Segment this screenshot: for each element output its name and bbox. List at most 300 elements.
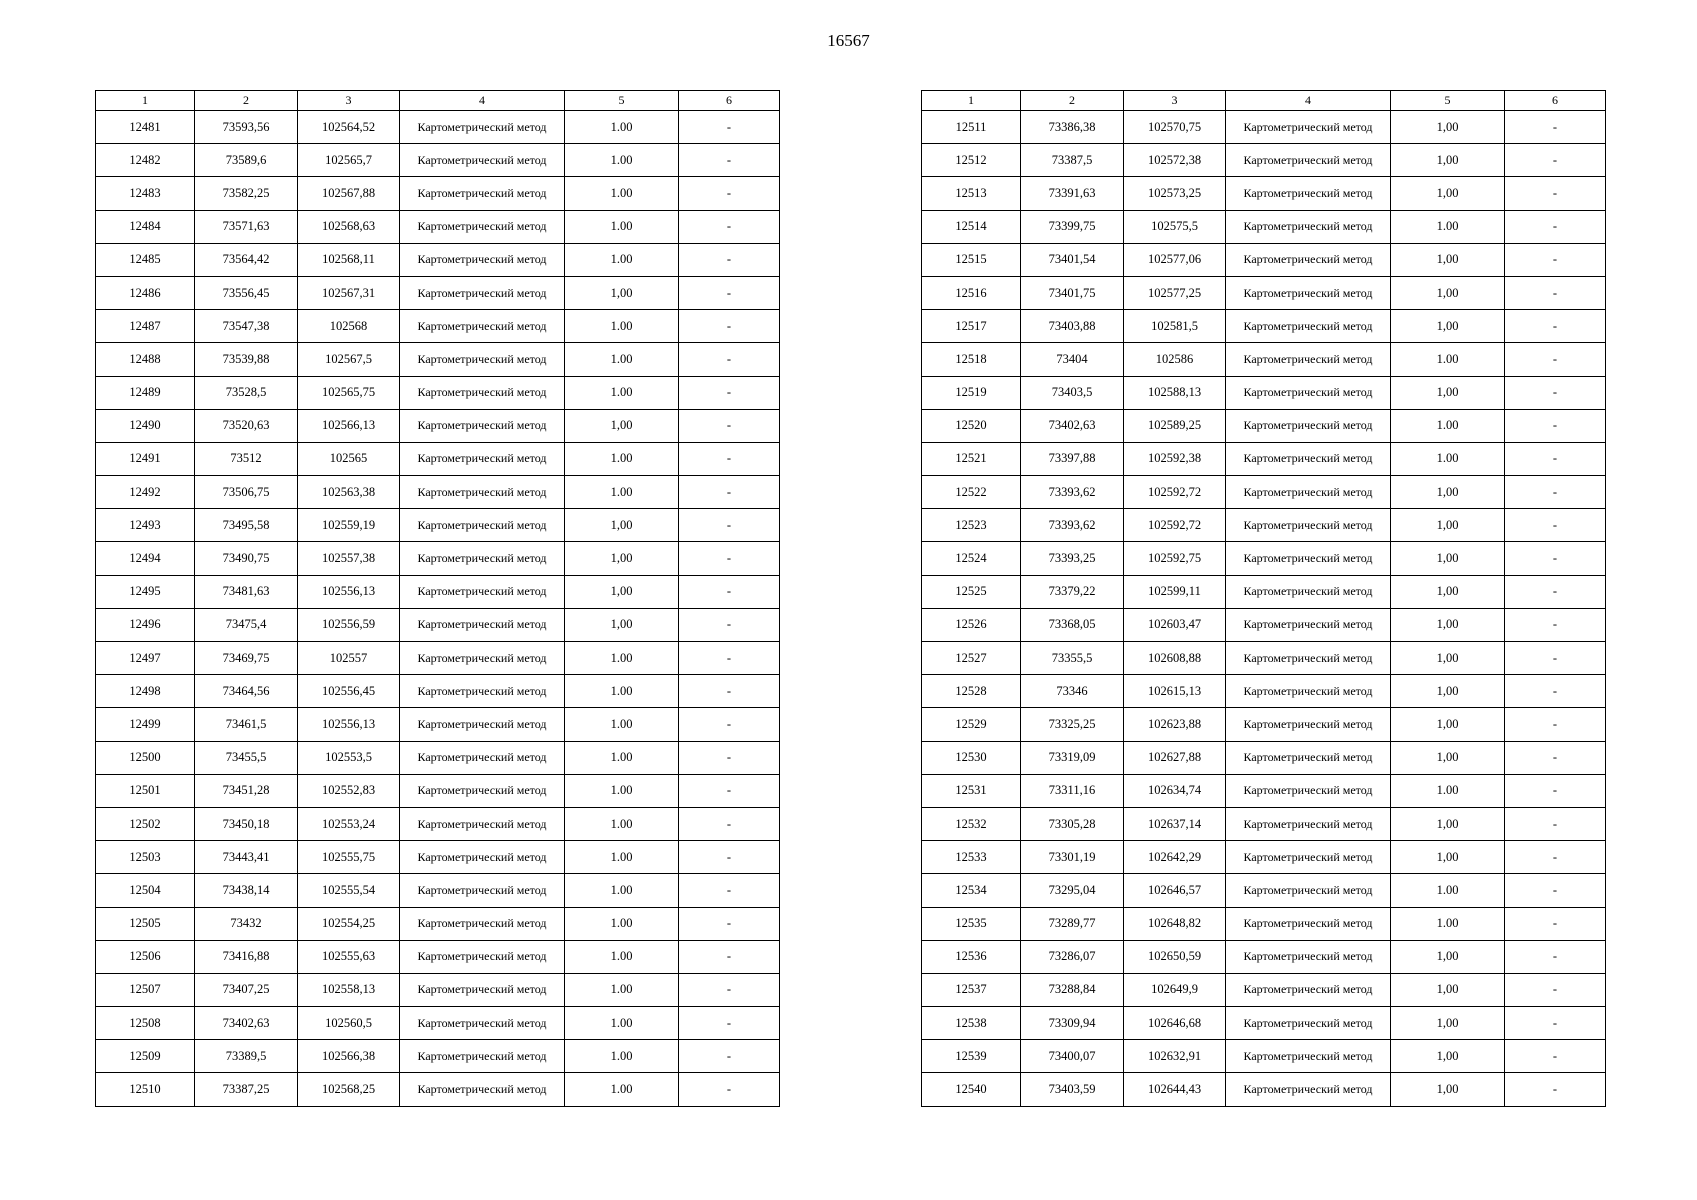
accuracy-cell: 1.00 (565, 973, 679, 1006)
y-coordinate-cell: 102599,11 (1124, 575, 1226, 608)
method-cell: Картометрический метод (400, 608, 565, 641)
column-header: 1 (96, 91, 195, 111)
y-coordinate-cell: 102565,7 (298, 144, 400, 177)
method-cell: Картометрический метод (400, 177, 565, 210)
description-cell: - (679, 708, 780, 741)
y-coordinate-cell: 102556,13 (298, 708, 400, 741)
point-number-cell: 12507 (96, 973, 195, 1006)
method-cell: Картометрический метод (1226, 841, 1391, 874)
accuracy-cell: 1,00 (1391, 509, 1505, 542)
x-coordinate-cell: 73582,25 (195, 177, 298, 210)
x-coordinate-cell: 73389,5 (195, 1040, 298, 1073)
method-cell: Картометрический метод (400, 774, 565, 807)
table-row (922, 608, 1606, 641)
y-coordinate-cell: 102565,75 (298, 376, 400, 409)
point-number-cell: 12487 (96, 310, 195, 343)
table-row (922, 675, 1606, 708)
x-coordinate-cell: 73401,75 (1021, 276, 1124, 309)
y-coordinate-cell: 102556,59 (298, 608, 400, 641)
accuracy-cell: 1,00 (1391, 940, 1505, 973)
x-coordinate-cell: 73311,16 (1021, 774, 1124, 807)
description-cell: - (679, 111, 780, 144)
x-coordinate-cell: 73387,25 (195, 1073, 298, 1106)
y-coordinate-cell: 102552,83 (298, 774, 400, 807)
method-cell: Картометрический метод (1226, 343, 1391, 376)
accuracy-cell: 1,00 (565, 542, 679, 575)
y-coordinate-cell: 102646,68 (1124, 1007, 1226, 1040)
point-number-cell: 12506 (96, 940, 195, 973)
x-coordinate-cell: 73400,07 (1021, 1040, 1124, 1073)
method-cell: Картометрический метод (400, 642, 565, 675)
point-number-cell: 12538 (922, 1007, 1021, 1040)
table-row (922, 343, 1606, 376)
description-cell: - (1505, 144, 1606, 177)
table-row (922, 376, 1606, 409)
y-coordinate-cell: 102646,57 (1124, 874, 1226, 907)
accuracy-cell: 1.00 (1391, 409, 1505, 442)
x-coordinate-cell: 73319,09 (1021, 741, 1124, 774)
table-row (96, 774, 780, 807)
description-cell: - (1505, 1007, 1606, 1040)
point-number-cell: 12486 (96, 276, 195, 309)
x-coordinate-cell: 73393,62 (1021, 509, 1124, 542)
method-cell: Картометрический метод (1226, 741, 1391, 774)
description-cell: - (679, 807, 780, 840)
point-number-cell: 12488 (96, 343, 195, 376)
method-cell: Картометрический метод (400, 144, 565, 177)
y-coordinate-cell: 102556,13 (298, 575, 400, 608)
description-cell: - (679, 144, 780, 177)
table-row (922, 476, 1606, 509)
y-coordinate-cell: 102563,38 (298, 476, 400, 509)
method-cell: Картометрический метод (1226, 276, 1391, 309)
y-coordinate-cell: 102557,38 (298, 542, 400, 575)
description-cell: - (679, 442, 780, 475)
table-row (96, 1073, 780, 1106)
y-coordinate-cell: 102592,72 (1124, 476, 1226, 509)
y-coordinate-cell: 102586 (1124, 343, 1226, 376)
point-number-cell: 12494 (96, 542, 195, 575)
method-cell: Картометрический метод (400, 940, 565, 973)
x-coordinate-cell: 73387,5 (1021, 144, 1124, 177)
accuracy-cell: 1,00 (565, 276, 679, 309)
point-number-cell: 12509 (96, 1040, 195, 1073)
point-number-cell: 12511 (922, 111, 1021, 144)
x-coordinate-cell: 73305,28 (1021, 807, 1124, 840)
accuracy-cell: 1.00 (565, 476, 679, 509)
table-row (922, 973, 1606, 1006)
point-number-cell: 12495 (96, 575, 195, 608)
table-row (96, 177, 780, 210)
table-row (922, 741, 1606, 774)
description-cell: - (1505, 276, 1606, 309)
point-number-cell: 12492 (96, 476, 195, 509)
x-coordinate-cell: 73481,63 (195, 575, 298, 608)
point-number-cell: 12521 (922, 442, 1021, 475)
description-cell: - (1505, 509, 1606, 542)
table-row (96, 907, 780, 940)
point-number-cell: 12508 (96, 1007, 195, 1040)
accuracy-cell: 1.00 (1391, 210, 1505, 243)
accuracy-cell: 1,00 (1391, 841, 1505, 874)
table-row (96, 376, 780, 409)
method-cell: Картометрический метод (1226, 608, 1391, 641)
x-coordinate-cell: 73416,88 (195, 940, 298, 973)
x-coordinate-cell: 73455,5 (195, 741, 298, 774)
column-header: 4 (400, 91, 565, 111)
accuracy-cell: 1.00 (1391, 907, 1505, 940)
table-row (96, 542, 780, 575)
method-cell: Картометрический метод (400, 874, 565, 907)
table-row (96, 1040, 780, 1073)
point-number-cell: 12533 (922, 841, 1021, 874)
point-number-cell: 12539 (922, 1040, 1021, 1073)
method-cell: Картометрический метод (400, 675, 565, 708)
y-coordinate-cell: 102577,25 (1124, 276, 1226, 309)
description-cell: - (679, 476, 780, 509)
accuracy-cell: 1,00 (1391, 741, 1505, 774)
point-number-cell: 12527 (922, 642, 1021, 675)
y-coordinate-cell: 102634,74 (1124, 774, 1226, 807)
method-cell: Картометрический метод (1226, 210, 1391, 243)
accuracy-cell: 1,00 (1391, 807, 1505, 840)
description-cell: - (679, 675, 780, 708)
point-number-cell: 12537 (922, 973, 1021, 1006)
accuracy-cell: 1.00 (565, 177, 679, 210)
table-row (96, 675, 780, 708)
table-row (922, 177, 1606, 210)
description-cell: - (1505, 608, 1606, 641)
method-cell: Картометрический метод (400, 807, 565, 840)
table-row (96, 243, 780, 276)
point-number-cell: 12502 (96, 807, 195, 840)
column-header: 3 (1124, 91, 1226, 111)
point-number-cell: 12528 (922, 675, 1021, 708)
x-coordinate-cell: 73539,88 (195, 343, 298, 376)
description-cell: - (679, 177, 780, 210)
x-coordinate-cell: 73397,88 (1021, 442, 1124, 475)
description-cell: - (1505, 343, 1606, 376)
method-cell: Картометрический метод (400, 210, 565, 243)
method-cell: Картометрический метод (1226, 476, 1391, 509)
method-cell: Картометрический метод (400, 542, 565, 575)
point-number-cell: 12504 (96, 874, 195, 907)
accuracy-cell: 1,00 (1391, 476, 1505, 509)
point-number-cell: 12520 (922, 409, 1021, 442)
coordinates-table-right (921, 90, 1606, 1107)
x-coordinate-cell: 73301,19 (1021, 841, 1124, 874)
x-coordinate-cell: 73399,75 (1021, 210, 1124, 243)
accuracy-cell: 1,00 (1391, 243, 1505, 276)
column-header: 3 (298, 91, 400, 111)
y-coordinate-cell: 102581,5 (1124, 310, 1226, 343)
description-cell: - (1505, 642, 1606, 675)
accuracy-cell: 1.00 (565, 1040, 679, 1073)
point-number-cell: 12490 (96, 409, 195, 442)
accuracy-cell: 1.00 (565, 111, 679, 144)
method-cell: Картометрический метод (1226, 675, 1391, 708)
description-cell: - (679, 841, 780, 874)
description-cell: - (679, 542, 780, 575)
x-coordinate-cell: 73450,18 (195, 807, 298, 840)
point-number-cell: 12540 (922, 1073, 1021, 1106)
x-coordinate-cell: 73393,25 (1021, 542, 1124, 575)
table-row (922, 111, 1606, 144)
method-cell: Картометрический метод (400, 1007, 565, 1040)
accuracy-cell: 1.00 (565, 907, 679, 940)
y-coordinate-cell: 102644,43 (1124, 1073, 1226, 1106)
method-cell: Картометрический метод (400, 409, 565, 442)
x-coordinate-cell: 73528,5 (195, 376, 298, 409)
point-number-cell: 12534 (922, 874, 1021, 907)
table-row (96, 144, 780, 177)
accuracy-cell: 1.00 (565, 708, 679, 741)
table-row (922, 874, 1606, 907)
table-row (922, 1073, 1606, 1106)
accuracy-cell: 1,00 (1391, 310, 1505, 343)
y-coordinate-cell: 102592,72 (1124, 509, 1226, 542)
table-row (922, 575, 1606, 608)
description-cell: - (679, 608, 780, 641)
column-header: 5 (565, 91, 679, 111)
method-cell: Картометрический метод (1226, 1007, 1391, 1040)
description-cell: - (1505, 708, 1606, 741)
x-coordinate-cell: 73402,63 (1021, 409, 1124, 442)
table-row (96, 841, 780, 874)
accuracy-cell: 1.00 (565, 442, 679, 475)
accuracy-cell: 1,00 (1391, 542, 1505, 575)
x-coordinate-cell: 73461,5 (195, 708, 298, 741)
x-coordinate-cell: 73286,07 (1021, 940, 1124, 973)
accuracy-cell: 1.00 (565, 807, 679, 840)
table-header-row (922, 91, 1606, 111)
accuracy-cell: 1,00 (1391, 608, 1505, 641)
table-row (922, 1007, 1606, 1040)
method-cell: Картометрический метод (400, 276, 565, 309)
column-header: 1 (922, 91, 1021, 111)
y-coordinate-cell: 102572,38 (1124, 144, 1226, 177)
x-coordinate-cell: 73589,6 (195, 144, 298, 177)
y-coordinate-cell: 102592,75 (1124, 542, 1226, 575)
accuracy-cell: 1,00 (1391, 1007, 1505, 1040)
description-cell: - (1505, 476, 1606, 509)
x-coordinate-cell: 73402,63 (195, 1007, 298, 1040)
point-number-cell: 12482 (96, 144, 195, 177)
point-number-cell: 12525 (922, 575, 1021, 608)
table-row (96, 409, 780, 442)
method-cell: Картометрический метод (1226, 409, 1391, 442)
y-coordinate-cell: 102559,19 (298, 509, 400, 542)
method-cell: Картометрический метод (1226, 940, 1391, 973)
x-coordinate-cell: 73404 (1021, 343, 1124, 376)
table-row (922, 442, 1606, 475)
table-row (96, 442, 780, 475)
description-cell: - (679, 575, 780, 608)
table-row (96, 210, 780, 243)
y-coordinate-cell: 102566,13 (298, 409, 400, 442)
description-cell: - (679, 1073, 780, 1106)
description-cell: - (679, 741, 780, 774)
point-number-cell: 12536 (922, 940, 1021, 973)
y-coordinate-cell: 102573,25 (1124, 177, 1226, 210)
accuracy-cell: 1.00 (565, 841, 679, 874)
table-row (922, 907, 1606, 940)
description-cell: - (1505, 376, 1606, 409)
point-number-cell: 12513 (922, 177, 1021, 210)
method-cell: Картометрический метод (1226, 509, 1391, 542)
y-coordinate-cell: 102555,75 (298, 841, 400, 874)
page-number: 16567 (827, 31, 870, 50)
table-row (96, 476, 780, 509)
x-coordinate-cell: 73464,56 (195, 675, 298, 708)
table-row (96, 276, 780, 309)
accuracy-cell: 1,00 (1391, 376, 1505, 409)
method-cell: Картометрический метод (1226, 774, 1391, 807)
y-coordinate-cell: 102567,5 (298, 343, 400, 376)
point-number-cell: 12503 (96, 841, 195, 874)
table-row (922, 243, 1606, 276)
description-cell: - (679, 310, 780, 343)
x-coordinate-cell: 73443,41 (195, 841, 298, 874)
y-coordinate-cell: 102556,45 (298, 675, 400, 708)
accuracy-cell: 1,00 (1391, 177, 1505, 210)
y-coordinate-cell: 102615,13 (1124, 675, 1226, 708)
y-coordinate-cell: 102554,25 (298, 907, 400, 940)
accuracy-cell: 1,00 (1391, 575, 1505, 608)
point-number-cell: 12489 (96, 376, 195, 409)
method-cell: Картометрический метод (1226, 177, 1391, 210)
point-number-cell: 12501 (96, 774, 195, 807)
method-cell: Картометрический метод (400, 111, 565, 144)
y-coordinate-cell: 102566,38 (298, 1040, 400, 1073)
point-number-cell: 12481 (96, 111, 195, 144)
method-cell: Картометрический метод (400, 575, 565, 608)
method-cell: Картометрический метод (400, 741, 565, 774)
y-coordinate-cell: 102603,47 (1124, 608, 1226, 641)
method-cell: Картометрический метод (1226, 243, 1391, 276)
point-number-cell: 12532 (922, 807, 1021, 840)
method-cell: Картометрический метод (1226, 376, 1391, 409)
point-number-cell: 12514 (922, 210, 1021, 243)
point-number-cell: 12484 (96, 210, 195, 243)
x-coordinate-cell: 73556,45 (195, 276, 298, 309)
y-coordinate-cell: 102623,88 (1124, 708, 1226, 741)
x-coordinate-cell: 73386,38 (1021, 111, 1124, 144)
x-coordinate-cell: 73593,56 (195, 111, 298, 144)
accuracy-cell: 1,00 (1391, 1040, 1505, 1073)
method-cell: Картометрический метод (1226, 310, 1391, 343)
x-coordinate-cell: 73309,94 (1021, 1007, 1124, 1040)
method-cell: Картометрический метод (400, 343, 565, 376)
y-coordinate-cell: 102568,11 (298, 243, 400, 276)
table-row (96, 111, 780, 144)
y-coordinate-cell: 102568,25 (298, 1073, 400, 1106)
accuracy-cell: 1.00 (565, 675, 679, 708)
x-coordinate-cell: 73512 (195, 442, 298, 475)
table-row (922, 807, 1606, 840)
accuracy-cell: 1.00 (1391, 343, 1505, 376)
description-cell: - (679, 409, 780, 442)
accuracy-cell: 1.00 (565, 642, 679, 675)
accuracy-cell: 1.00 (565, 940, 679, 973)
accuracy-cell: 1,00 (565, 608, 679, 641)
method-cell: Картометрический метод (1226, 973, 1391, 1006)
description-cell: - (679, 774, 780, 807)
description-cell: - (679, 210, 780, 243)
accuracy-cell: 1.00 (565, 874, 679, 907)
description-cell: - (1505, 542, 1606, 575)
x-coordinate-cell: 73495,58 (195, 509, 298, 542)
method-cell: Картометрический метод (400, 442, 565, 475)
description-cell: - (679, 1007, 780, 1040)
description-cell: - (679, 874, 780, 907)
y-coordinate-cell: 102568,63 (298, 210, 400, 243)
accuracy-cell: 1,00 (1391, 144, 1505, 177)
accuracy-cell: 1.00 (565, 343, 679, 376)
accuracy-cell: 1.00 (565, 310, 679, 343)
description-cell: - (679, 509, 780, 542)
method-cell: Картометрический метод (1226, 1040, 1391, 1073)
description-cell: - (679, 376, 780, 409)
x-coordinate-cell: 73407,25 (195, 973, 298, 1006)
table-header-row (96, 91, 780, 111)
method-cell: Картометрический метод (1226, 874, 1391, 907)
accuracy-cell: 1,00 (1391, 708, 1505, 741)
method-cell: Картометрический метод (1226, 642, 1391, 675)
method-cell: Картометрический метод (400, 243, 565, 276)
column-header: 6 (1505, 91, 1606, 111)
description-cell: - (1505, 841, 1606, 874)
table-row (96, 973, 780, 1006)
method-cell: Картометрический метод (400, 1073, 565, 1106)
point-number-cell: 12505 (96, 907, 195, 940)
description-cell: - (1505, 940, 1606, 973)
x-coordinate-cell: 73368,05 (1021, 608, 1124, 641)
accuracy-cell: 1.00 (1391, 774, 1505, 807)
description-cell: - (1505, 177, 1606, 210)
accuracy-cell: 1.00 (565, 774, 679, 807)
x-coordinate-cell: 73403,59 (1021, 1073, 1124, 1106)
description-cell: - (679, 276, 780, 309)
x-coordinate-cell: 73490,75 (195, 542, 298, 575)
description-cell: - (1505, 243, 1606, 276)
accuracy-cell: 1.00 (565, 210, 679, 243)
table-row (922, 509, 1606, 542)
column-header: 2 (195, 91, 298, 111)
y-coordinate-cell: 102632,91 (1124, 1040, 1226, 1073)
description-cell: - (679, 642, 780, 675)
y-coordinate-cell: 102642,29 (1124, 841, 1226, 874)
table-row (922, 841, 1606, 874)
description-cell: - (1505, 774, 1606, 807)
accuracy-cell: 1.00 (565, 376, 679, 409)
y-coordinate-cell: 102649,9 (1124, 973, 1226, 1006)
x-coordinate-cell: 73325,25 (1021, 708, 1124, 741)
x-coordinate-cell: 73289,77 (1021, 907, 1124, 940)
point-number-cell: 12512 (922, 144, 1021, 177)
description-cell: - (1505, 111, 1606, 144)
description-cell: - (1505, 1073, 1606, 1106)
accuracy-cell: 1,00 (565, 409, 679, 442)
column-header: 5 (1391, 91, 1505, 111)
description-cell: - (679, 940, 780, 973)
y-coordinate-cell: 102560,5 (298, 1007, 400, 1040)
point-number-cell: 12515 (922, 243, 1021, 276)
method-cell: Картометрический метод (400, 476, 565, 509)
method-cell: Картометрический метод (1226, 144, 1391, 177)
accuracy-cell: 1,00 (1391, 276, 1505, 309)
table-row (922, 708, 1606, 741)
